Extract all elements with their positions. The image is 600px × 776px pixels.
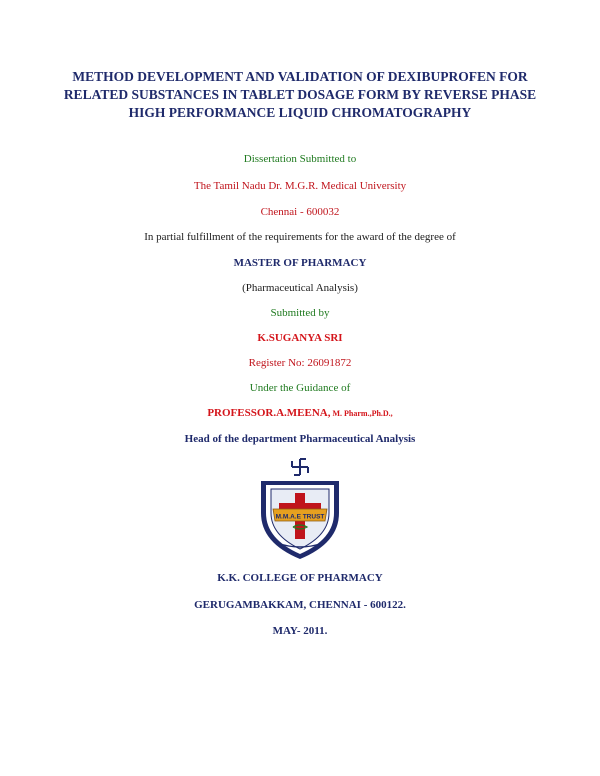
degree-name: MASTER OF PHARMACY [233,257,367,269]
specialization: (Pharmaceutical Analysis) [242,282,358,294]
document-title: METHOD DEVELOPMENT AND VALIDATION OF DEXIBUPROFEN FOR RELATED SUBSTANCES IN TABLET DOSAGE FORM BY REVERSE PHASE HIGH PERFORMANCE LIQUID CHROMATOGRAPHY [63,69,537,120]
college-address: GERUGAMBAKKAM, CHENNAI - 600122. [194,599,406,611]
student-name: K.SUGANYA SRI [257,332,343,344]
guide-name: PROFESSOR.A.MEENA, [207,407,331,419]
submission-date: MAY- 2011. [272,625,328,637]
guidance-line: Under the Guidance of [249,382,351,394]
guide-position: Head of the department Pharmaceutical Analysis [184,433,416,445]
fulfillment-line: In partial fulfillment of the requirements for the award of the degree of [144,231,456,243]
guide-qualifications: M. Pharm.,Ph.D., [330,409,393,418]
emblem-banner-text: M.M.A.E TRUST [275,513,325,521]
college-emblem-icon [253,455,347,561]
university-city: Chennai - 600032 [260,206,340,218]
college-name: K.K. COLLEGE OF PHARMACY [217,572,383,584]
guide-line [0,407,600,419]
register-number: Register No: 26091872 [248,357,352,369]
university-name: The Tamil Nadu Dr. M.G.R. Medical University [193,180,407,192]
dissertation-line: Dissertation Submitted to [243,153,357,165]
submitted-by-line: Submitted by [270,307,330,319]
